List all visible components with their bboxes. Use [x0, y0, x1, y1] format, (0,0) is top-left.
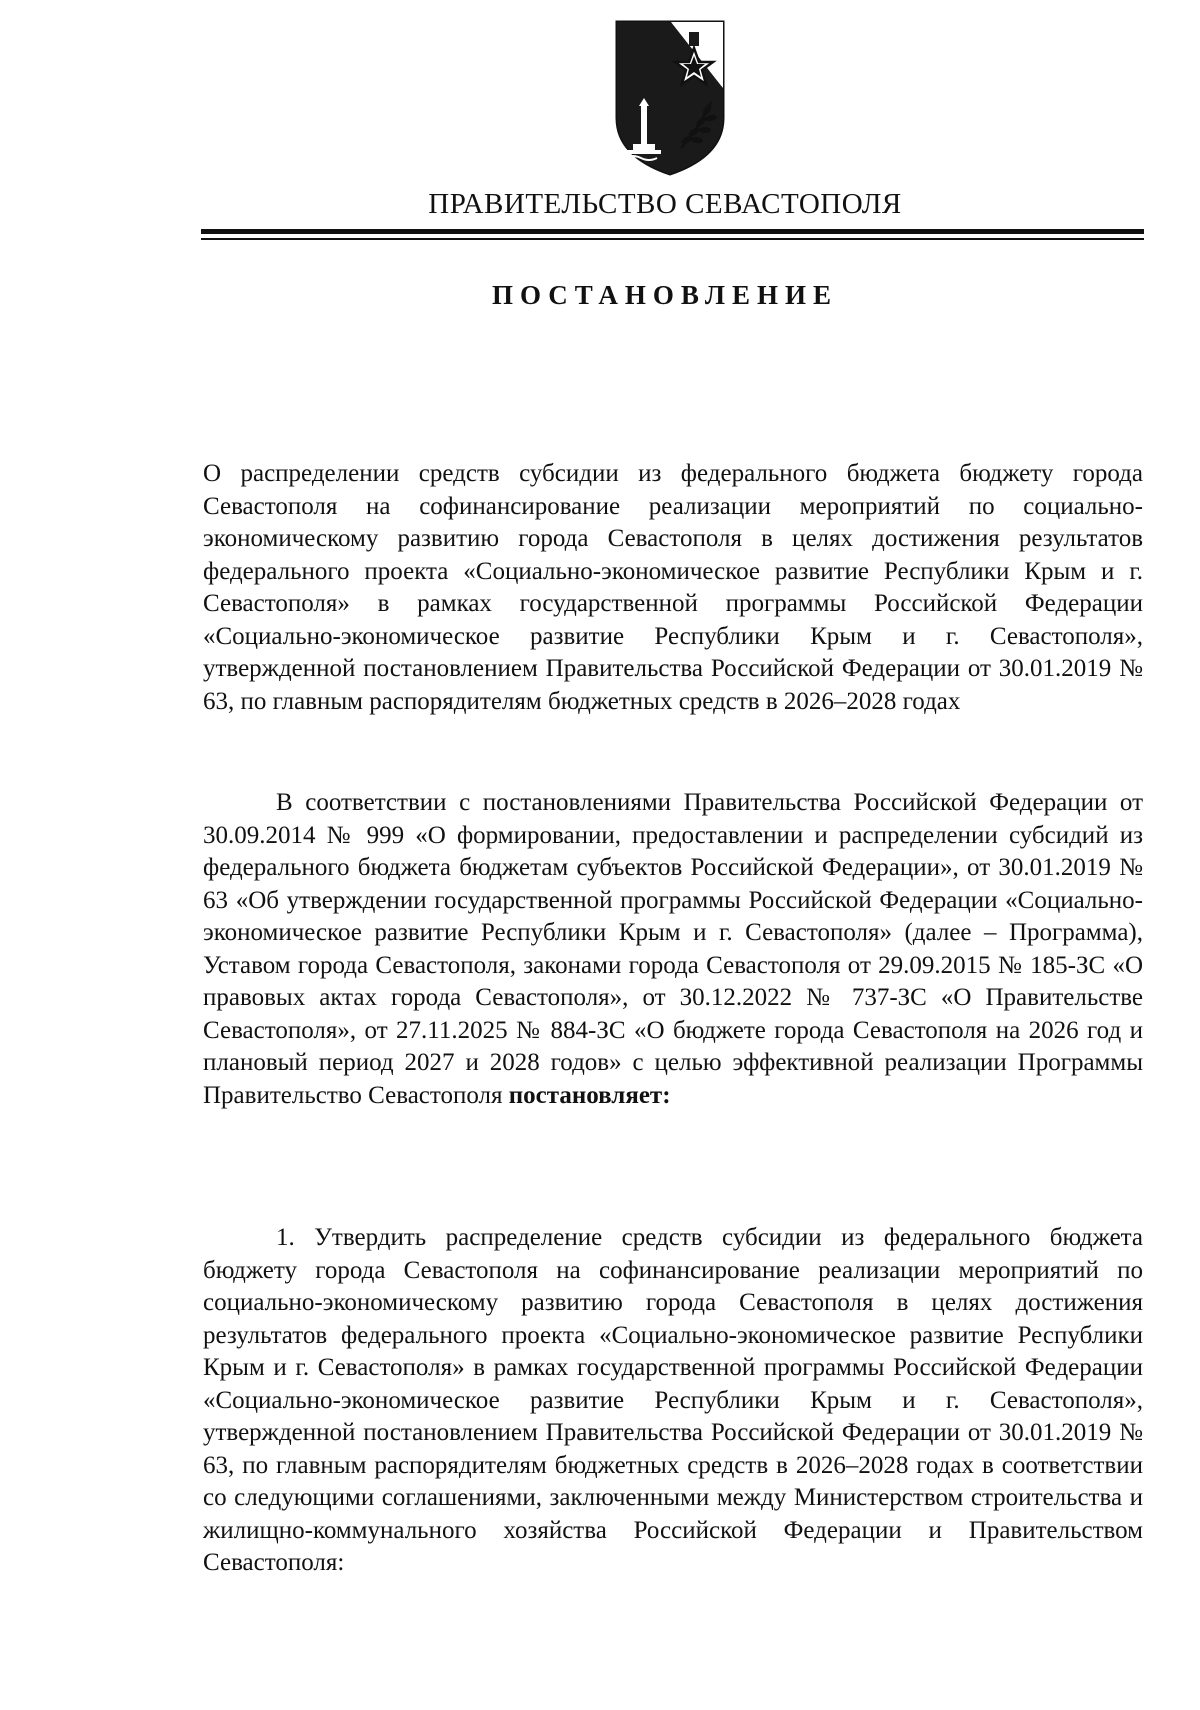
organization-name: ПРАВИТЕЛЬСТВО СЕВАСТОПОЛЯ	[428, 188, 902, 220]
header-divider-thin	[201, 238, 1144, 240]
decision-word: постановляет:	[508, 1081, 671, 1109]
document-title: О распределении средств субсидии из федерального бюджета бюджету города Севастополя на софинансирование реализации мероприятий по социально-экономическому развитию города Севастополя в целях достижения результатов федерального проекта «Социально-экономическое развитие Республики Крым и г. Севастополя» в рамках государственной программы Российской Федерации «Социально-экономическое развитие Республики Крым и г. Севастополя», утвержденной постановлением Правительства Российской Федерации от 30.01.2019 № 63, по главным распорядителям бюджетных средств в 2026–2028 годах	[203, 460, 1143, 715]
preamble-paragraph	[203, 787, 1143, 1112]
header-divider-thick	[201, 229, 1144, 234]
item-paragraph: 1. Утвердить распределение средств субсидии из федерального бюджета бюджету города Севастополя на софинансирование реализации мероприятий по социально-экономическому развитию города Севастополя в целях достижения результатов федерального проекта «Социально-экономическое развитие Республики Крым и г. Севастополя» в рамках государственной программы Российской Федерации «Социально-экономическое развитие Республики Крым и г. Севастополя», утвержденной постановлением Правительства Российской Федерации от 30.01.2019 № 63, по главным распорядителям бюджетных средств в 2026–2028 годах в соответствии со следующими соглашениями, заключенными между Министерством строительства и жилищно-коммунального хозяйства Российской Федерации и Правительством Севастополя:	[203, 1224, 1143, 1576]
sevastopol-coat-of-arms-icon	[611, 18, 729, 178]
document-type-heading: ПОСТАНОВЛЕНИЕ	[491, 280, 839, 310]
preamble-text: В соответствии с постановлениями Правительства Российской Федерации от 30.09.2014 № 999 «О формировании, предоставлении и распределении субсидий из федерального бюджета бюджетам субъектов Российской Федерации», от 30.01.2019 № 63 «Об утверждении государственной программы Российской Федерации «Социально-экономическое развитие Республики Крым и г. Севастополя» (далее – Программа), Уставом города Севастополя, законами города Севастополя от 29.09.2015 № 185-ЗС «О правовых актах города Севастополя», от 30.12.2022 № 737-ЗС «О Правительстве Севастополя», от 27.11.2025 № 884-ЗС «О бюджете города Севастополя на 2026 год и плановый период 2027 и 2028 годов» с целью эффективной реализации Программы Правительство Севастополя	[203, 789, 1143, 1109]
